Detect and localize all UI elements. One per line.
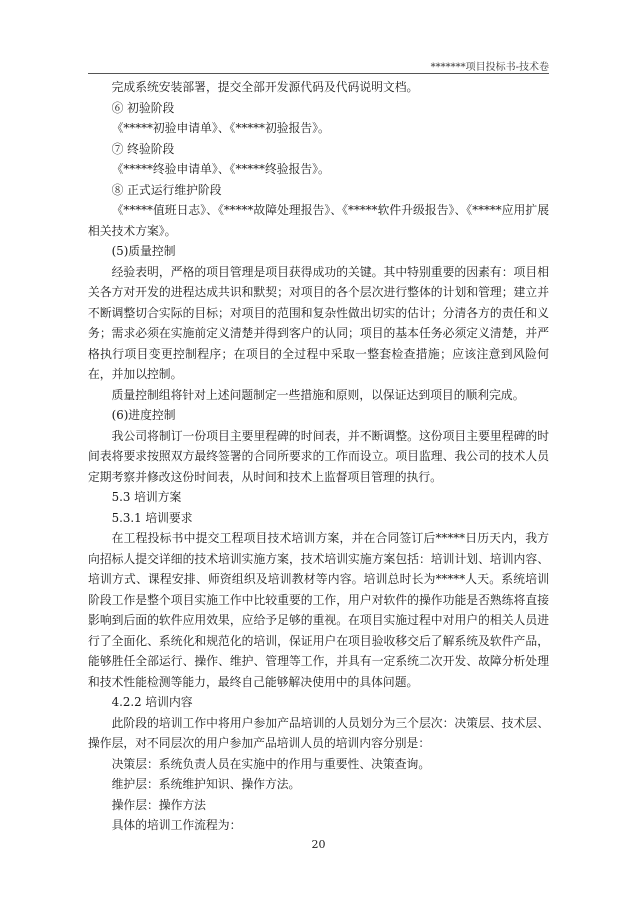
body-text	[88, 77, 549, 836]
paragraph: 《*****值班日志》、《*****故障处理报告》、《*****软件升级报告》、《*****应用扩展相关技术方案》。	[88, 203, 549, 238]
list-heading: ⑦ 终验阶段	[111, 141, 175, 156]
paragraph: 《*****初验申请单》、《*****初验报告》。	[111, 121, 330, 135]
section-heading: 5.3 培训方案	[111, 490, 182, 504]
running-header: *******项目投标书-技术卷	[430, 62, 549, 73]
section-heading: (5)质量控制	[111, 244, 176, 258]
paragraph: 决策层：系统负责人员在实施中的作用与重要性、决策查询。	[111, 756, 431, 771]
paragraph: 质量控制组将针对上述问题制定一些措施和原则，以保证达到项目的顺利完成。	[111, 387, 525, 402]
paragraph: 《*****终验申请单》、《*****终验报告》。	[111, 162, 330, 176]
subsection-heading: 5.3.1 培训要求	[111, 510, 193, 525]
paragraph: 维护层：系统维护知识、操作方法。	[111, 777, 301, 791]
section-heading: (6)进度控制	[111, 408, 176, 422]
list-heading: ⑥ 初验阶段	[111, 100, 175, 115]
paragraph: 操作层：操作方法	[111, 797, 206, 812]
header-rule	[88, 73, 549, 74]
subsection-heading: 4.2.2 培训内容	[111, 695, 193, 709]
page-number: 20	[311, 838, 326, 851]
paragraph: 完成系统安装部署，提交全部开发源代码及代码说明文档。	[111, 80, 419, 94]
paragraph: 我公司将制订一份项目主要里程碑的时间表，并不断调整。这份项目主要里程碑的时间表将要求按照双方最终签署的合同所要求的工作而设立。项目监理、我公司的技术人员定期考察并修改这份时间表，从时间和技术上监督项目管理的执行。	[88, 428, 549, 484]
list-heading: ⑧ 正式运行维护阶段	[111, 182, 222, 197]
paragraph: 具体的培训工作流程为：	[111, 818, 242, 832]
paragraph: 经验表明，严格的项目管理是项目获得成功的关键。其中特别重要的因素有：项目相关各方对开发的进程达成共识和默契；对项目的各个层次进行整体的计划和管理；建立并不断调整切合实际的目标；对项目的范围和复杂性做出切实的估计；分清各方的责任和义务；需求必须在实施前定义清楚并得到客户的认同；项目的基本任务必须定义清楚，并严格执行项目变更控制程序；在项目的全过程中采取一整套检查措施；应该注意到风险何在，并加以控制。	[88, 264, 549, 381]
paragraph: 在工程投标书中提交工程项目技术培训方案，并在合同签订后*****日历天内，我方向招标人提交详细的技术培训实施方案，技术培训实施方案包括：培训计划、培训内容、培训方式、课程安排、师资组织及培训教材等内容。培训总时长为*****人天。系统培训阶段工作是整个项目实施工作中比较重要的工作，用户对软件的操作功能是否熟练将直接影响到后面的软件应用效果，应给予足够的重视。在项目实施过程中对用户的相关人员进行了全面化、系统化和规范化的培训，保证用户在项目验收移交后了解系统及软件产品，能够胜任全部运行、操作、维护、管理等工作，并具有一定系统二次开发、故障分析处理和技术性能检测等能力，最终自己能够解决使用中的具体问题。	[88, 531, 549, 689]
paragraph: 此阶段的培训工作中将用户参加产品培训的人员划分为三个层次：决策层、技术层、操作层，对不同层次的用户参加产品培训人员的培训内容分别是：	[88, 715, 549, 750]
